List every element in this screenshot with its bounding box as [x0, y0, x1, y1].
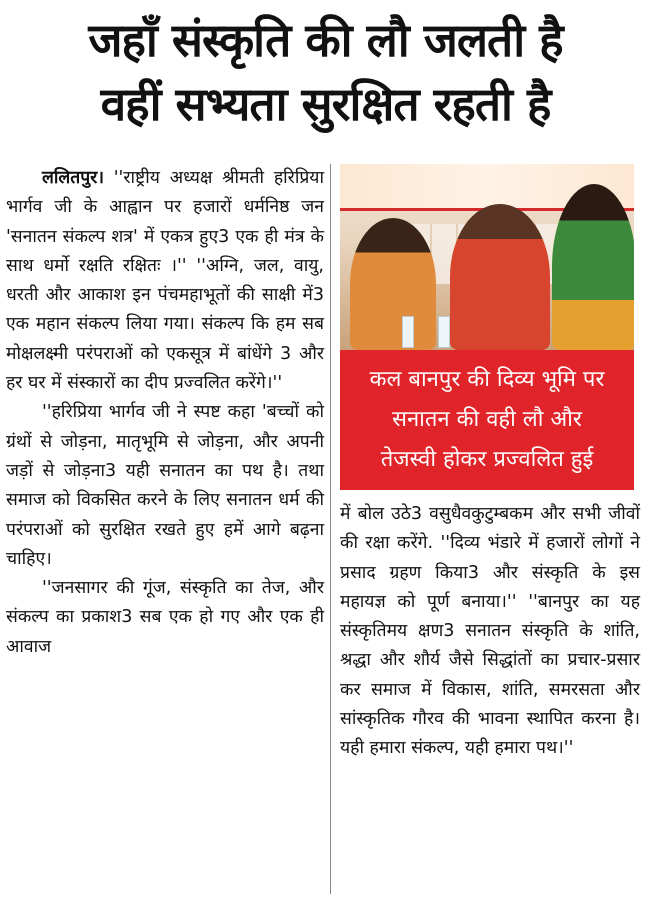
callout-line-1: कल बानपुर की दिव्य भूमि पर — [369, 367, 605, 392]
water-bottle — [438, 316, 450, 348]
headline-line-2: वहीं सभ्यता सुरक्षित रहती है — [100, 77, 551, 131]
column-divider — [330, 164, 331, 894]
person-left — [350, 218, 436, 350]
paragraph-1-text: ''राष्ट्रीय अध्यक्ष श्रीमती हरिप्रिया भार्गव जी के आह्वान पर हजारों धर्मनिष्ठ जन 'सनातन संकल्प शत्र' में एकत्र हुए3 एक ही मंत्र के साथ धर्मो रक्षति रक्षितः ।'' ''अग्नि, जल, वायु, धरती और आकाश इन पंचमहाभूतों की साक्षी में3 एक महान संकल्प लिया गया। संकल्प कि हम सब मोक्षलक्ष्मी परंपराओं को एकसूत्र में बांधेंगे 3 और हर घर में संस्कारों का दीप प्रज्वलित करेंगे।'' — [6, 168, 324, 394]
article-paragraph-2: ''हरिप्रिया भार्गव जी ने स्पष्ट कहा 'बच्चों को ग्रंथों से जोड़ना, मातृभूमि से जोड़ना, और अपनी जड़ों से जोड़ना3 यही सनातन का पथ है। तथा समाज को विकसित करने के लिए सनातन धर्म की परंपराओं को सुरक्षित रखते हुए हमें आगे बढ़ना चाहिए। — [6, 402, 324, 569]
article-paragraph-1 — [6, 164, 324, 398]
event-photo — [340, 164, 634, 350]
article-column-right — [340, 500, 640, 764]
article-paragraph-3: ''जनसागर की गूंज, संस्कृति का तेज, और संकल्प का प्रकाश3 सब एक हो गए और एक ही आवाज — [6, 578, 324, 657]
article-column-left — [6, 164, 324, 662]
article-paragraph-4: में बोल उठे3 वसुधैवकुटुम्बकम और सभी जीवों की रक्षा करेंगे. ''दिव्य भंडारे में हजारों लोगों ने प्रसाद ग्रहण किया3 और संस्कृति के इस महायज्ञ को पूर्ण बनाया।'' ''बानपुर का यह संस्कृतिमय क्षण3 सनातन संस्कृति के शांति, श्रद्धा और शौर्य जैसे सिद्धांतों का प्रचार-प्रसार कर समाज में विकास, शांति, समरसता और सांस्कृतिक गौरव की भावना स्थापित करना है। यही हमारा संकल्प, यही हमारा पथ।'' — [340, 504, 640, 759]
headline — [0, 8, 651, 136]
water-bottle — [402, 316, 414, 348]
callout-box — [340, 350, 634, 490]
headline-line-1: जहाँ संस्कृति की लौ जलती है — [88, 13, 563, 67]
callout-line-3: तेजस्वी होकर प्रज्वलित हुई — [380, 447, 594, 472]
person-right — [552, 184, 634, 350]
callout-line-2: सनातन की वही लौ और — [392, 407, 582, 432]
person-center — [450, 204, 550, 350]
dateline: ललितपुर। — [42, 168, 104, 188]
